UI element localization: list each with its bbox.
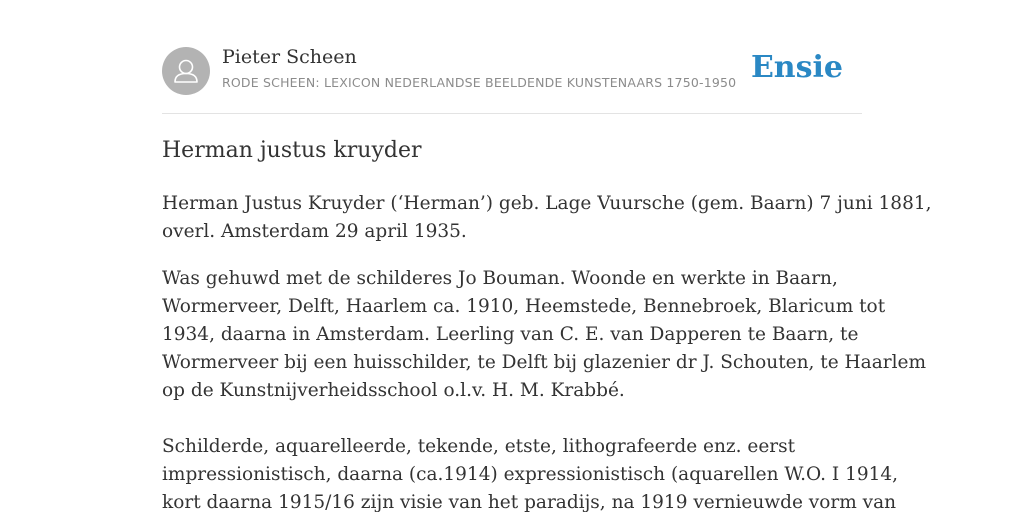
text-line: Wormerveer bij een huisschilder, te Delft bij glazenier dr J. Schouten, te Haarlem: [162, 352, 926, 373]
paragraph-biography: [162, 265, 926, 512]
header-divider: [162, 113, 862, 114]
text-line: kort daarna 1915/16 zijn visie van het paradijs, na 1919 vernieuwde vorm van: [162, 492, 897, 512]
brand-logo[interactable]: Ensie: [750, 50, 843, 85]
text-line: Schilderde, aquarelleerde, tekende, etste, lithografeerde enz. eerst: [162, 436, 796, 457]
text-line: Wormerveer, Delft, Haarlem ca. 1910, Heemstede, Bennebroek, Blaricum tot: [162, 296, 886, 317]
text-line: overl. Amsterdam 29 april 1935.: [162, 221, 467, 242]
text-line: op de Kunstnijverheidsschool o.l.v. H. M. Krabbé.: [162, 380, 625, 401]
source-title[interactable]: RODE SCHEEN: LEXICON NEDERLANDSE BEELDENDE KUNSTENAARS 1750-1950: [222, 75, 737, 90]
author-name[interactable]: Pieter Scheen: [222, 46, 357, 68]
paragraph-birth: [162, 190, 932, 246]
text-line: impressionistisch, daarna (ca.1914) expressionistisch (aquarellen W.O. I 1914,: [162, 464, 899, 485]
text-line: Was gehuwd met de schilderes Jo Bouman. Woonde en werkte in Baarn,: [162, 268, 838, 289]
author-avatar[interactable]: [162, 47, 210, 95]
article-body: [162, 190, 932, 512]
text-line: Herman Justus Kruyder (‘Herman’) geb. Lage Vuursche (gem. Baarn) 7 juni 1881,: [162, 193, 932, 214]
article-title: Herman justus kruyder: [162, 138, 422, 163]
article-header: [162, 46, 862, 96]
text-line: 1934, daarna in Amsterdam. Leerling van C. E. van Dapperen te Baarn, te: [162, 324, 859, 345]
user-silhouette-icon: [162, 47, 210, 95]
paragraph-gap: [162, 405, 867, 433]
